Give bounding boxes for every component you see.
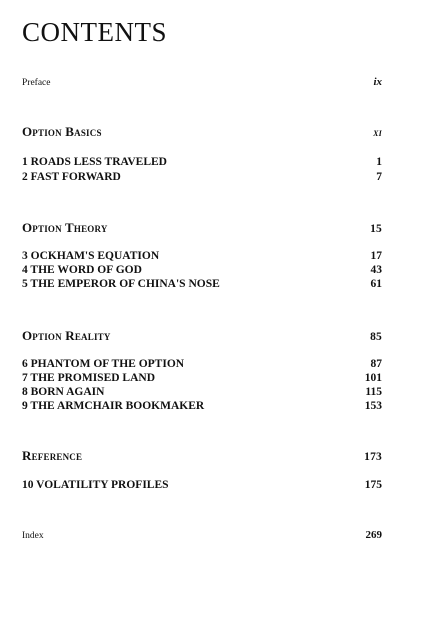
toc-chapter[interactable] (22, 171, 382, 187)
toc-entry-preface[interactable] (22, 76, 382, 92)
toc-chapter[interactable] (22, 400, 382, 416)
toc-part-option-basics[interactable] (22, 124, 382, 140)
part-page: 85 (370, 331, 382, 343)
chapter-label: 5 THE EMPEROR OF CHINA'S NOSE (22, 278, 220, 290)
chapter-label: 7 THE PROMISED LAND (22, 372, 156, 384)
chapter-page: 1 (376, 156, 382, 168)
chapter-page: 101 (364, 372, 382, 384)
entry-page: ix (373, 76, 382, 88)
chapter-label: 6 PHANTOM OF THE OPTION (22, 358, 185, 370)
entry-page: 269 (365, 529, 382, 541)
chapter-label: 4 THE WORD OF GOD (22, 264, 142, 276)
chapter-page: 115 (365, 386, 382, 398)
part-title: Option Theory (22, 220, 108, 235)
chapter-page: 61 (370, 278, 382, 290)
part-title: Option Reality (22, 328, 111, 343)
chapter-label: 8 BORN AGAIN (22, 386, 105, 398)
entry-label: Preface (22, 78, 51, 88)
toc-part-option-reality[interactable] (22, 328, 382, 344)
part-page: 173 (364, 451, 382, 463)
toc-chapter[interactable] (22, 479, 382, 495)
toc-part-reference[interactable] (22, 448, 382, 464)
chapter-page: 87 (370, 358, 382, 370)
part-title: Option Basics (22, 124, 102, 139)
chapter-label: 3 OCKHAM'S EQUATION (22, 250, 160, 262)
chapter-page: 43 (370, 264, 382, 276)
toc-entry-index[interactable] (22, 529, 382, 545)
chapter-page: 153 (364, 400, 382, 412)
page-title: CONTENTS (22, 17, 167, 47)
chapter-label: 10 VOLATILITY PROFILES (22, 479, 169, 491)
part-page: xi (373, 127, 382, 139)
toc-chapter[interactable] (22, 156, 382, 172)
chapter-label: 2 FAST FORWARD (22, 171, 121, 183)
toc-part-option-theory[interactable] (22, 220, 382, 236)
chapter-page: 7 (376, 171, 382, 183)
part-page: 15 (370, 223, 382, 235)
chapter-label: 9 THE ARMCHAIR BOOKMAKER (22, 400, 205, 412)
chapter-page: 175 (364, 479, 382, 491)
chapter-page: 17 (370, 250, 382, 262)
part-title: Reference (22, 448, 83, 463)
toc-chapter[interactable] (22, 278, 382, 294)
chapter-label: 1 ROADS LESS TRAVELED (22, 156, 167, 168)
entry-label: Index (22, 531, 44, 541)
